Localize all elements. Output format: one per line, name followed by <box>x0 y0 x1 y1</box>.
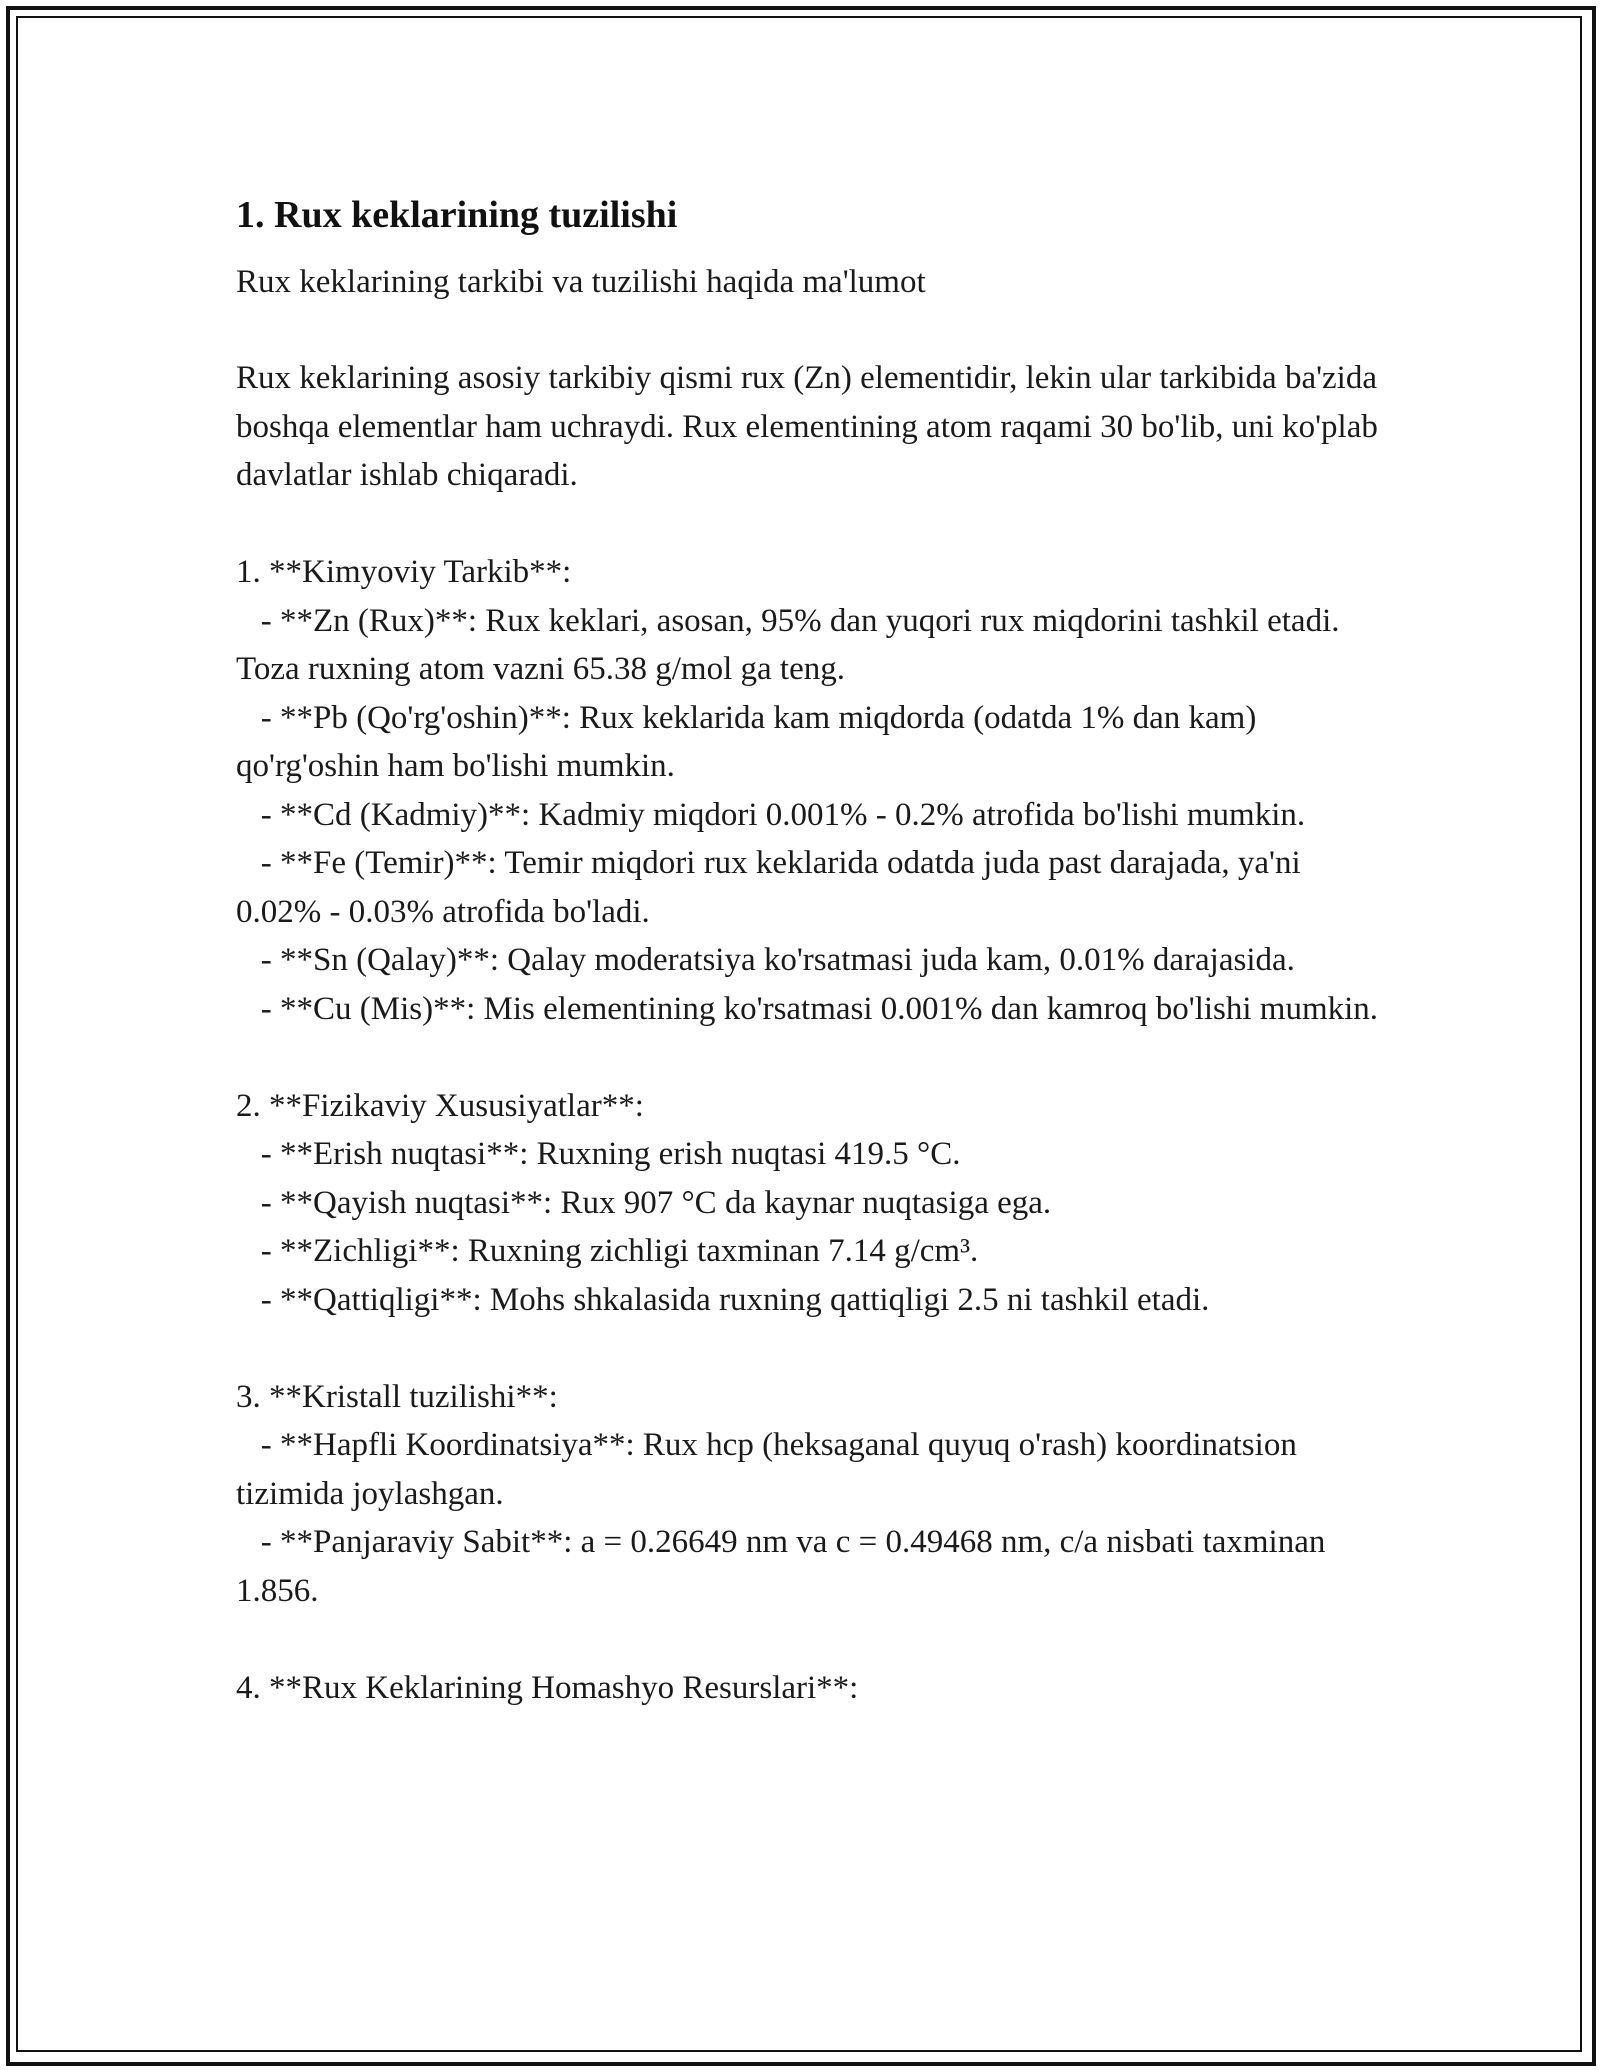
list-item: - **Fe (Temir)**: Temir miqdori rux keklarida odatda juda past darajada, ya'ni 0.02% - 0.03% atrofida bo'ladi. <box>236 845 1309 930</box>
list-item: - **Zn (Rux)**: Rux keklari, asosan, 95% dan yuqori rux miqdorini tashkil etadi. Toza ruxning atom vazni 65.38 g/mol ga teng. <box>236 602 1348 687</box>
intro-paragraph: Rux keklarining asosiy tarkibiy qismi rux (Zn) elementidir, lekin ular tarkibida ba'zida boshqa elementlar ham uchraydi. Rux elementining atom raqami 30 bo'lib, uni ko'plab davlatlar ishlab chiqaradi. <box>236 360 1378 493</box>
document-body <box>236 190 1386 1761</box>
section-title: 2. **Fizikaviy Xususiyatlar**: <box>236 1087 644 1124</box>
page-title: 1. Rux keklarining tuzilishi <box>236 194 678 236</box>
list-item: - **Erish nuqtasi**: Ruxning erish nuqtasi 419.5 °C. <box>236 1136 961 1172</box>
list-item: - **Sn (Qalay)**: Qalay moderatsiya ko'rsatmasi juda kam, 0.01% darajasida. <box>236 942 1295 978</box>
list-item: - **Qayish nuqtasi**: Rux 907 °C da kaynar nuqtasiga ega. <box>236 1184 1052 1221</box>
list-item: - **Hapfli Koordinatsiya**: Rux hcp (heksaganal quyuq o'rash) koordinatsion tizimida joylashgan. <box>236 1427 1306 1512</box>
section-title: 1. **Kimyoviy Tarkib**: <box>236 554 572 590</box>
list-item: - **Panjaraviy Sabit**: a = 0.26649 nm va c = 0.49468 nm, c/a nisbati taxminan 1.856. <box>236 1524 1334 1609</box>
section-physical-properties <box>236 1082 1386 1325</box>
section-crystal-structure <box>236 1373 1386 1616</box>
list-item: - **Qattiqligi**: Mohs shkalasida ruxning qattiqligi 2.5 ni tashkil etadi. <box>236 1281 1210 1318</box>
list-item: - **Zichligi**: Ruxning zichligi taxminan 7.14 g/cm³. <box>236 1233 979 1269</box>
section-title: 4. **Rux Keklarining Homashyo Resurslari**: <box>236 1669 859 1706</box>
list-item: - **Cd (Kadmiy)**: Kadmiy miqdori 0.001% - 0.2% atrofida bo'lishi mumkin. <box>236 796 1306 833</box>
list-item: - **Pb (Qo'rg'oshin)**: Rux keklarida kam miqdorda (odatda 1% dan kam) qo'rg'oshin ham bo'lishi mumkin. <box>236 699 1265 784</box>
section-raw-material-resources <box>236 1664 1386 1713</box>
list-item: - **Cu (Mis)**: Mis elementining ko'rsatmasi 0.001% dan kamroq bo'lishi mumkin. <box>236 990 1379 1027</box>
section-title: 3. **Kristall tuzilishi**: <box>236 1378 558 1415</box>
subtitle: Rux keklarining tarkibi va tuzilishi haqida ma'lumot <box>236 264 926 300</box>
section-chemical-composition <box>236 548 1386 1033</box>
